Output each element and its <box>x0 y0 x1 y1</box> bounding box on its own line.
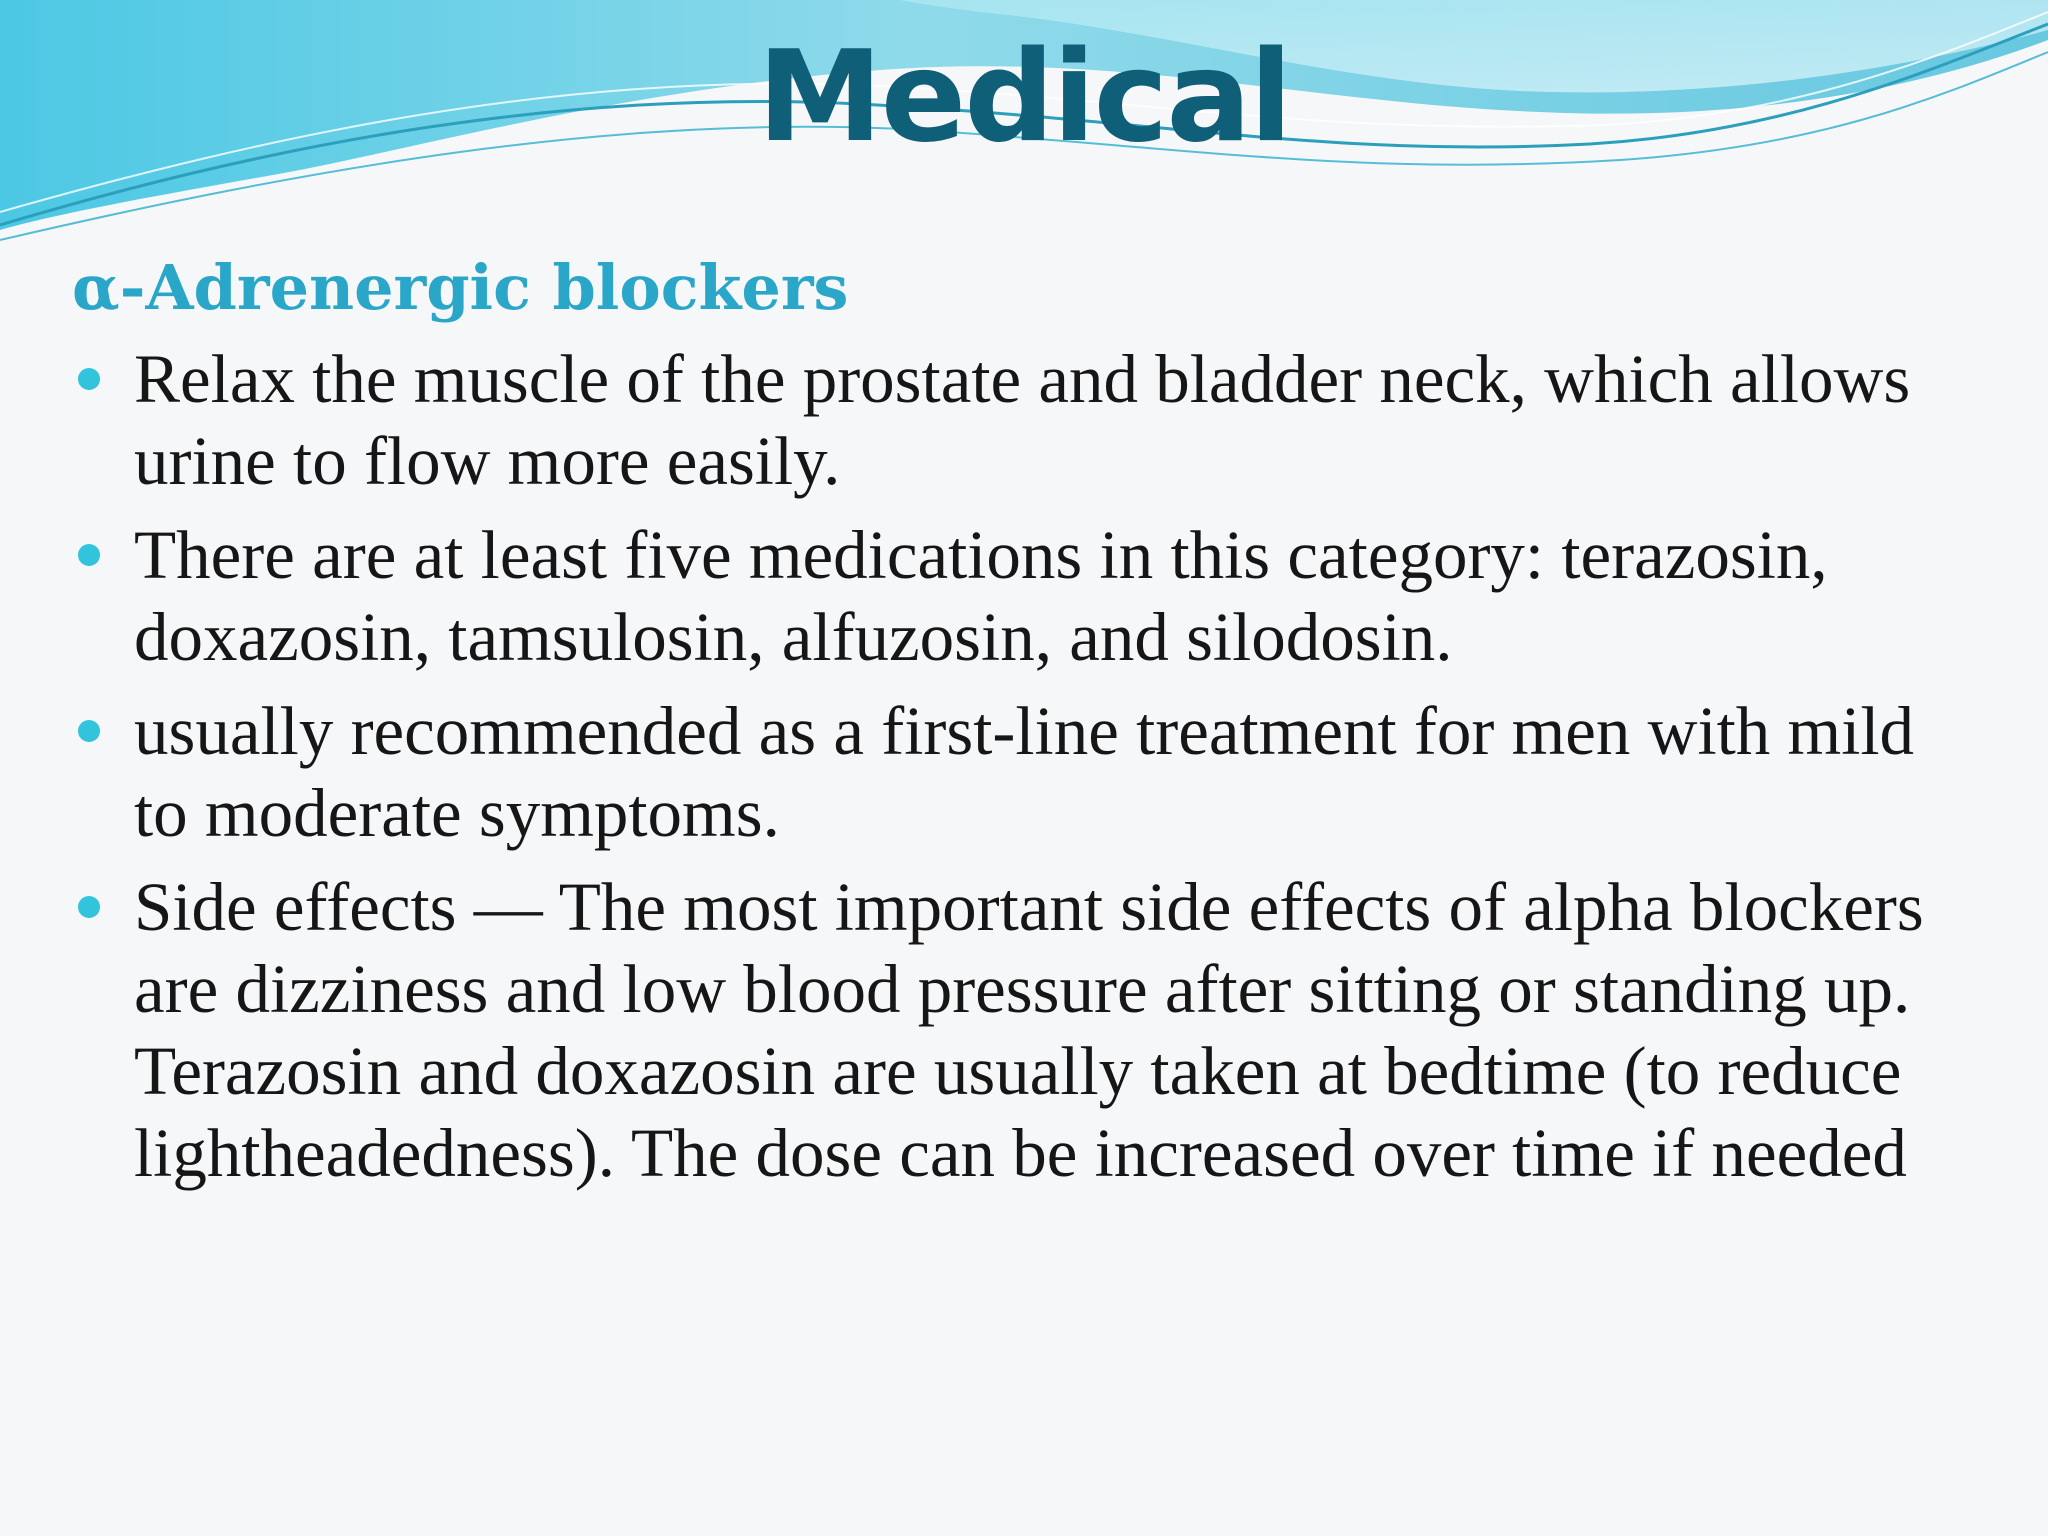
round-bullet-icon <box>78 368 100 390</box>
bullet-item <box>72 338 1972 502</box>
round-bullet-icon <box>78 720 100 742</box>
round-bullet-icon <box>78 544 100 566</box>
section-heading: α-Adrenergic blockers <box>72 251 849 324</box>
slide-title: Medical <box>757 23 1291 170</box>
bullet-item <box>72 866 1972 1194</box>
round-bullet-icon <box>78 896 100 918</box>
bullet-text: Side effects — The most important side effects of alpha blockers are dizziness and low blood pressure after sitting or standing up. Terazosin and doxazosin are usually taken at bedtime (to reduce lightheadedness). The dose can be increased over time if needed <box>134 869 1924 1191</box>
bullet-text: usually recommended as a first-line treatment for men with mild to moderate symptoms. <box>134 693 1915 851</box>
bullet-text: There are at least five medications in this category: terazosin, doxazosin, tamsulosin, alfuzosin, and silodosin. <box>134 517 1828 675</box>
bullet-item <box>72 690 1972 854</box>
bullet-item <box>72 514 1972 678</box>
bullet-text: Relax the muscle of the prostate and bladder neck, which allows urine to flow more easily. <box>134 341 1911 499</box>
bullet-list <box>72 338 1972 1206</box>
